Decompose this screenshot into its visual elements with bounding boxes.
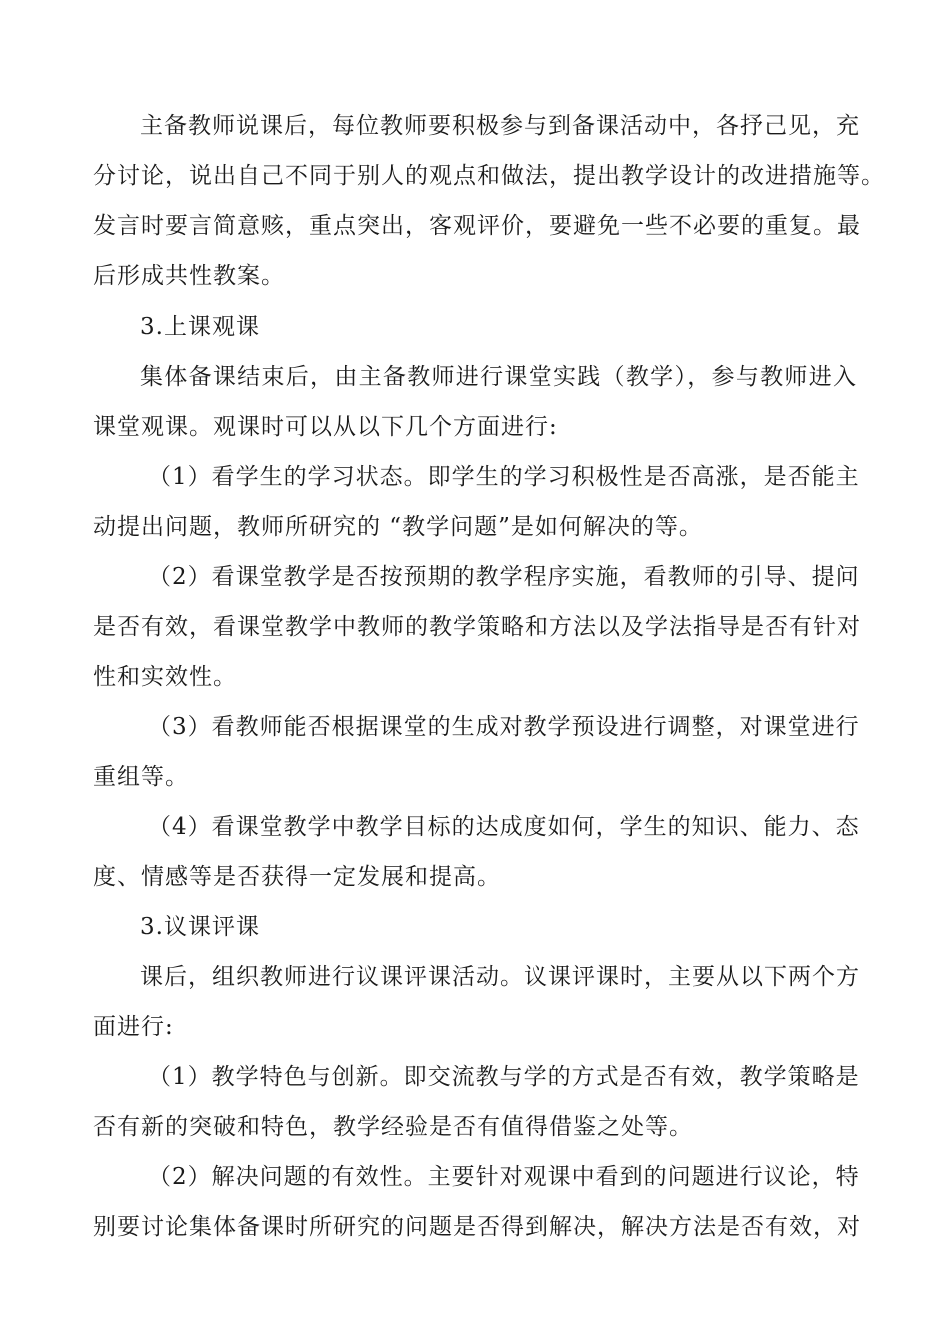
paragraph-line: 别要讨论集体备课时所研究的问题是否得到解决，解决方法是否有效，对 <box>93 1214 861 1240</box>
paragraph-line: 主备教师说课后，每位教师要积极参与到备课活动中，各抒己见，充 <box>140 113 860 139</box>
paragraph-line: 是否有效，看课堂教学中教师的教学策略和方法以及学法指导是否有针对 <box>93 614 861 640</box>
paragraph-line: 动提出问题，教师所研究的 “教学问题”是如何解决的等。 <box>93 514 703 540</box>
paragraph-line: 否有新的突破和特色，教学经验是否有值得借鉴之处等。 <box>93 1114 693 1140</box>
paragraph-line: 课堂观课。观课时可以从以下几个方面进行: <box>93 414 558 440</box>
section-heading: 3.上课观课 <box>140 314 260 340</box>
paragraph-line: 发言时要言简意赅，重点突出，客观评价，要避免一些不必要的重复。最 <box>93 213 861 239</box>
paragraph-line: 面进行: <box>93 1014 174 1040</box>
paragraph-line: （1）教学特色与创新。即交流教与学的方式是否有效，教学策略是 <box>148 1064 860 1090</box>
paragraph-line: 度、情感等是否获得一定发展和提高。 <box>93 864 501 890</box>
paragraph-line: （1）看学生的学习状态。即学生的学习积极性是否高涨，是否能主 <box>148 464 860 490</box>
paragraph-line: （2）看课堂教学是否按预期的教学程序实施，看教师的引导、提问 <box>148 564 860 590</box>
paragraph-line: （3）看教师能否根据课堂的生成对教学预设进行调整，对课堂进行 <box>148 714 860 740</box>
paragraph-line: 后形成共性教案。 <box>93 263 285 289</box>
paragraph-line: 课后，组织教师进行议课评课活动。议课评课时，主要从以下两个方 <box>140 964 860 990</box>
paragraph-line: （4）看课堂教学中教学目标的达成度如何，学生的知识、能力、态 <box>148 814 860 840</box>
paragraph-line: 集体备课结束后，由主备教师进行课堂实践（教学），参与教师进入 <box>140 364 857 390</box>
section-heading: 3.议课评课 <box>140 914 260 940</box>
paragraph-line: 性和实效性。 <box>93 664 237 690</box>
paragraph-line: 分讨论，说出自己不同于别人的观点和做法，提出教学设计的改进措施等。 <box>93 163 885 189</box>
paragraph-line: 重组等。 <box>93 764 189 790</box>
paragraph-line: （2）解决问题的有效性。主要针对观课中看到的问题进行议论，特 <box>148 1164 860 1190</box>
